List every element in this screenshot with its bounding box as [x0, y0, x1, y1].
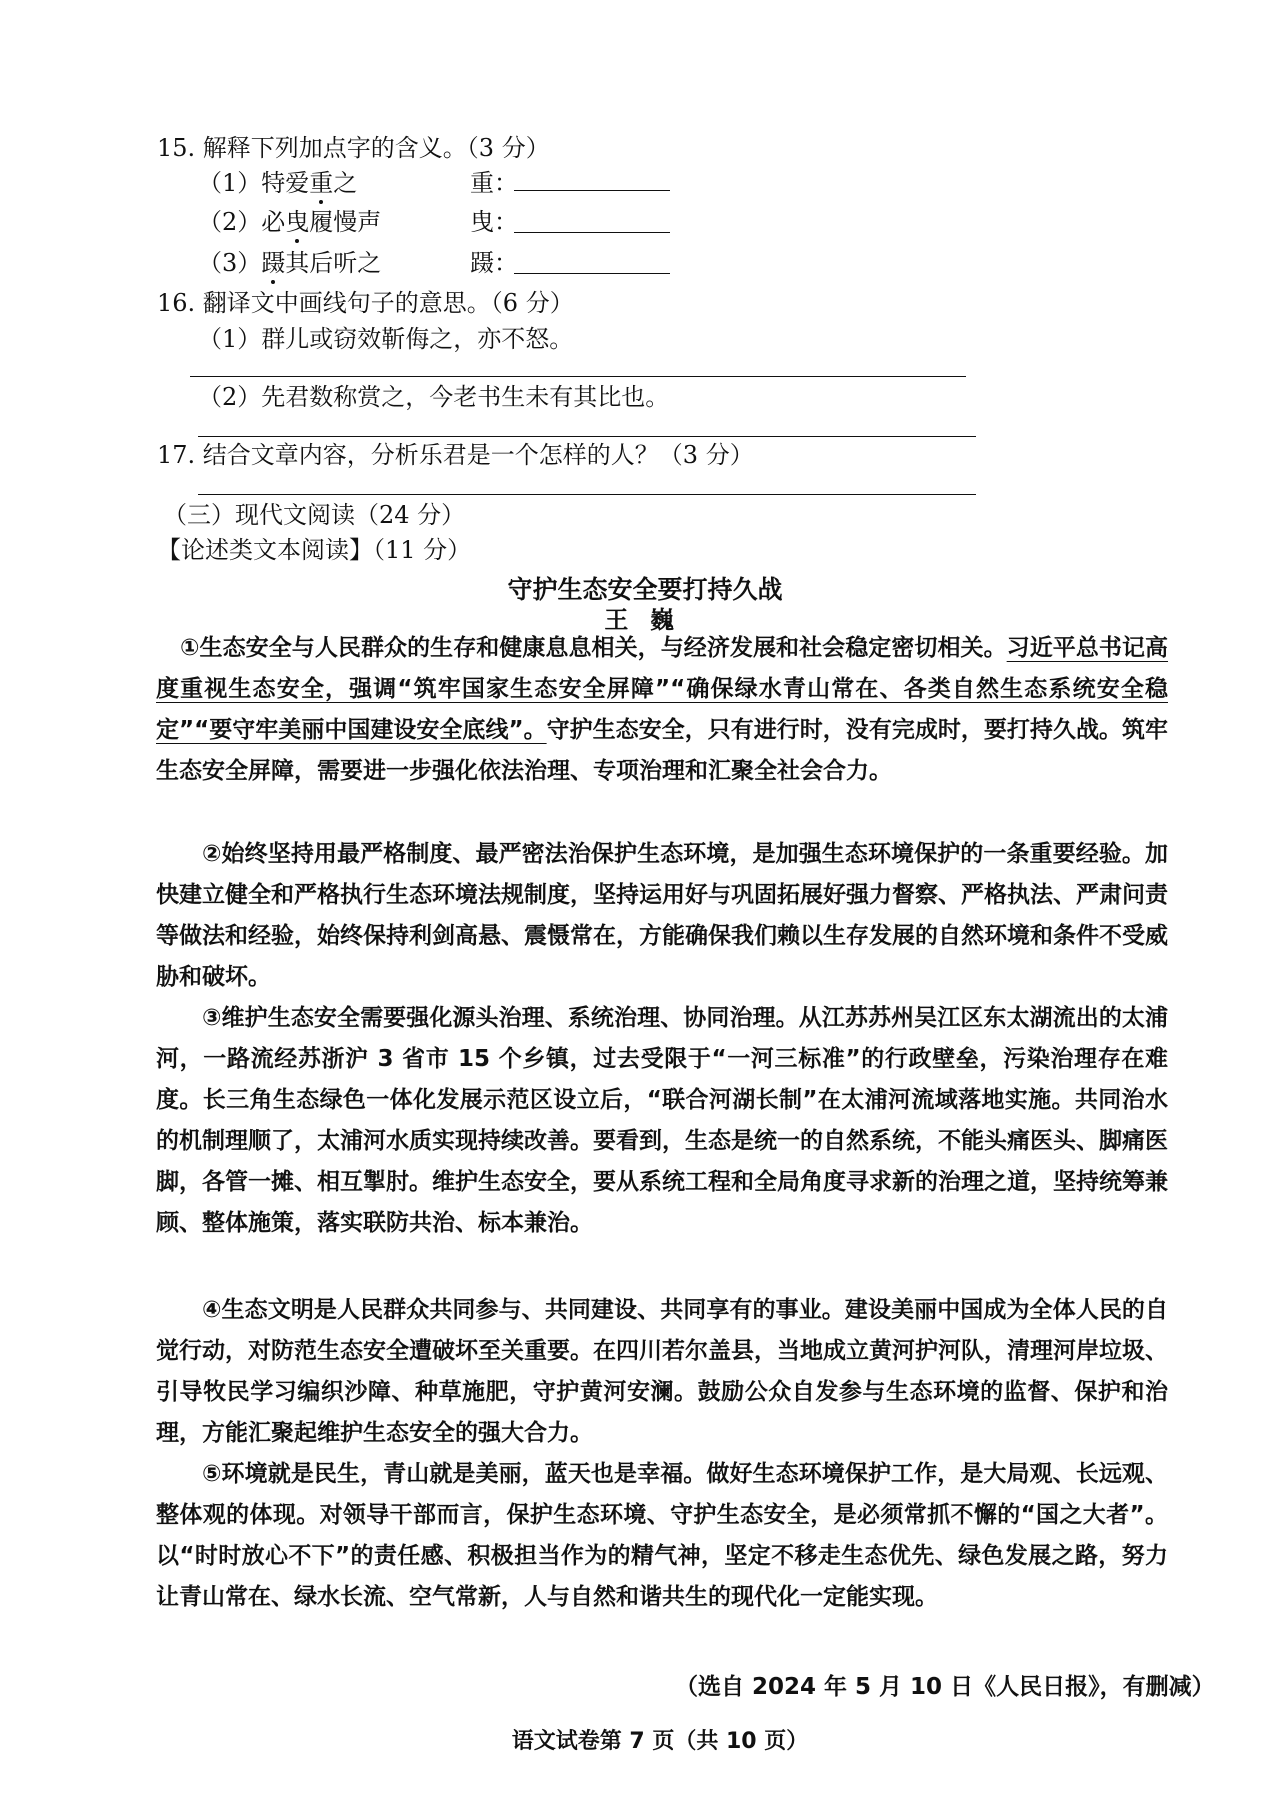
q15-item-3: （3）蹑其后听之: [198, 249, 382, 277]
article-paragraph-1: ①生态安全与人民群众的生存和健康息息相关，与经济发展和社会稳定密切相关。习近平总书记高度重视生态安全，强调“筑牢国家生态安全屏障”“确保绿水青山常在、各类自然生态系统安全稳定”“要守牢美丽中国建设安全底线”。守护生态安全，只有进行时，没有完成时，要打持久战。筑牢生态安全屏障，需要进一步强化依法治理、专项治理和汇聚全社会合力。: [156, 635, 1169, 784]
q15-item-1-num: （1）: [198, 169, 262, 197]
article-source: （选自 2024 年 5 月 10 日《人民日报》，有删减）: [675, 1674, 1215, 1700]
article-paragraph-2: ②始终坚持用最严格制度、最严密法治保护生态环境，是加强生态环境保护的一条重要经验。加快建立健全和严格执行生态环境法规制度，坚持运用好与巩固拓展好强力督察、严格执法、严肃问责等做法和经验，始终保持利剑高悬、震慑常在，方能确保我们赖以生存发展的自然环境和条件不受威胁和破坏。: [156, 841, 1168, 990]
q15-item-2: （2）必曳履慢声: [198, 208, 382, 236]
article-paragraph-5: ⑤环境就是民生，青山就是美丽，蓝天也是幸福。做好生态环境保护工作，是大局观、长远观、整体观的体现。对领导干部而言，保护生态环境、守护生态安全，是必须常抓不懈的“国之大者”。以“时时放心不下”的责任感、积极担当作为的精气神，坚定不移走生态优先、绿色发展之路，努力让青山常在、绿水长流、空气常新，人与自然和谐共生的现代化一定能实现。: [156, 1461, 1168, 1610]
dotted-char: 曳: [285, 208, 310, 236]
answer-blank[interactable]: [514, 190, 670, 191]
q15-item-1: （1）特爱重之: [198, 169, 358, 197]
q15-item-2-label: 曳：: [470, 208, 518, 236]
q16-item-1: （1）群儿或窃效靳侮之，亦不怒。: [198, 325, 574, 353]
answer-line[interactable]: [198, 494, 976, 495]
section-heading: （三）现代文阅读（24 分）: [163, 501, 466, 529]
q15-prompt: 15. 解释下列加点字的含义。（3 分）: [157, 134, 550, 162]
dotted-char: 重: [309, 169, 334, 197]
article-author: 王巍: [604, 605, 696, 634]
underlined-sentence: 习近平总书记高度重视生态安全，强调“筑牢国家生态安全屏障”“确保绿水青山常在、各类自然生态系统安全稳定”“要守牢美丽中国建设安全底线”。: [156, 635, 1169, 743]
answer-line[interactable]: [198, 436, 976, 437]
answer-blank[interactable]: [514, 232, 670, 233]
q16-item-2: （2）先君数称赏之，今老书生未有其比也。: [198, 383, 670, 411]
q15-item-1-label: 重：: [470, 169, 518, 197]
answer-line[interactable]: [190, 376, 966, 377]
article-paragraph-4: ④生态文明是人民群众共同参与、共同建设、共同享有的事业。建设美丽中国成为全体人民的自觉行动，对防范生态安全遭破坏至关重要。在四川若尔盖县，当地成立黄河护河队，清理河岸垃圾、引导牧民学习编织沙障、种草施肥，守护黄河安澜。鼓励公众自发参与生态环境的监督、保护和治理，方能汇聚起维护生态安全的强大合力。: [156, 1297, 1168, 1446]
q15-item-3-label: 蹑：: [470, 249, 518, 277]
dotted-char: 蹑: [261, 249, 286, 277]
answer-blank[interactable]: [514, 273, 670, 274]
q16-prompt: 16. 翻译文中画线句子的意思。（6 分）: [157, 289, 574, 317]
q17-prompt: 17. 结合文章内容，分析乐君是一个怎样的人？（3 分）: [157, 441, 754, 469]
page-footer: 语文试卷第 7 页（共 10 页）: [511, 1729, 809, 1754]
section-subheading: 【论述类文本阅读】（11 分）: [157, 536, 472, 564]
article-paragraph-3: ③维护生态安全需要强化源头治理、系统治理、协同治理。从江苏苏州吴江区东太湖流出的太浦河，一路流经苏浙沪 3 省市 15 个乡镇，过去受限于“一河三标准”的行政壁垒，污染治理存在难度。长三角生态绿色一体化发展示范区设立后，“联合河湖长制”在太浦河流域落地实施。共同治水的机制理顺了，太浦河水质实现持续改善。要看到，生态是统一的自然系统，不能头痛医头、脚痛医脚，各管一摊、相互掣肘。维护生态安全，要从系统工程和全局角度寻求新的治理之道，坚持统筹兼顾、整体施策，落实联防共治、标本兼治。: [156, 1005, 1168, 1236]
article-title: 守护生态安全要打持久战: [507, 575, 783, 604]
